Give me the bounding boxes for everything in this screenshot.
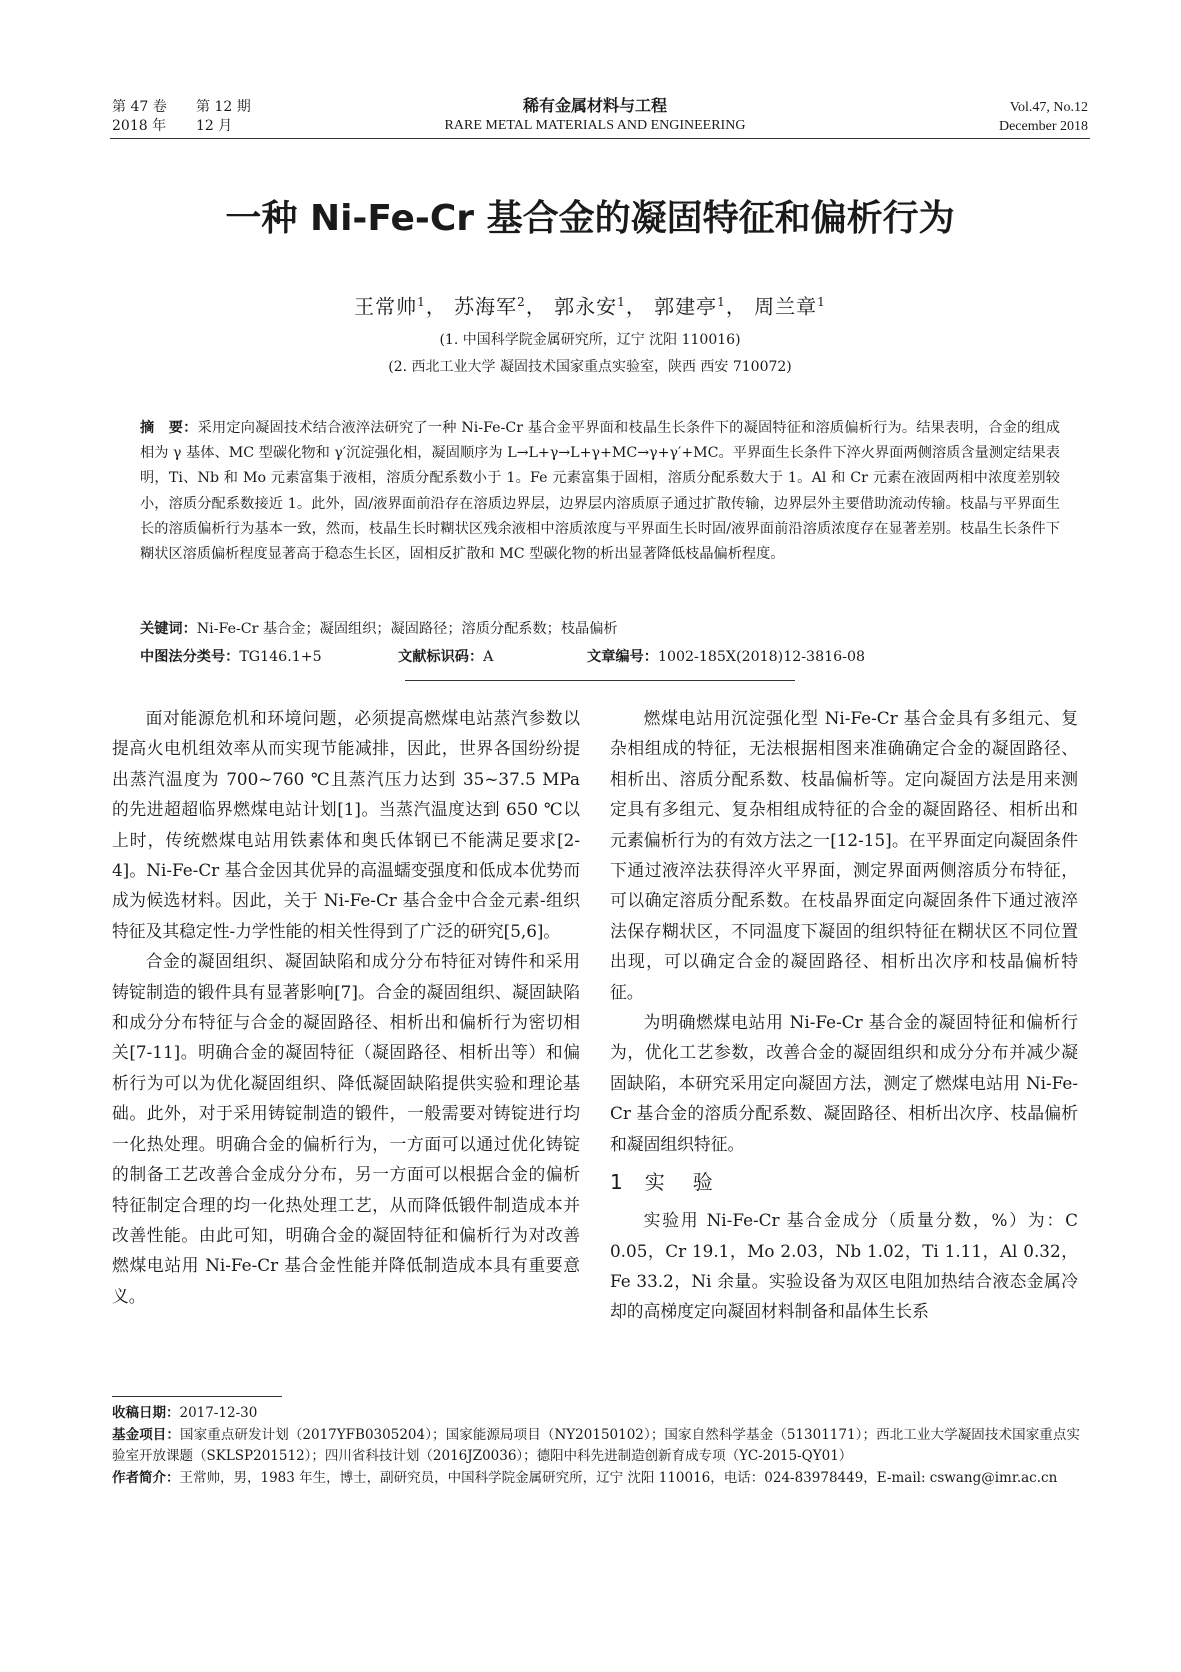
body-paragraph: 面对能源危机和环境问题，必须提高燃煤电站蒸汽参数以提高火电机组效率从而实现节能减排，因此，世界各国纷纷提出蒸汽温度为 700~760 ℃且蒸汽压力达到 35~37.5 MPa 的先进超超临界燃煤电站计划[1]。当蒸汽温度达到 650 ℃以上时，传统燃煤电站用铁素体和奥氏体钢已不能满足要求[2-4]。Ni-Fe-Cr 基合金因其优异的高温蠕变强度和低成本优势而成为候选材料。因此，关于 Ni-Fe-Cr 基合金中合金元素-组织特征及其稳定性-力学性能的相关性得到了广泛的研究[5,6]。 xyxy=(112,708,580,941)
section-title: 实 验 xyxy=(644,1170,717,1195)
keywords xyxy=(140,618,1060,640)
body-paragraph: 燃煤电站用沉淀强化型 Ni-Fe-Cr 基合金具有多组元、复杂相组成的特征，无法根据相图来准确确定合金的凝固路径、相析出、溶质分配系数、枝晶偏析等。定向凝固方法是用来测定具有多组元、复杂相组成特征的合金的凝固路径、相析出和元素偏析行为的有效方法之一[12-15]。在平界面定向凝固条件下通过液淬法获得淬火平界面，测定界面两侧溶质分布特征，可以确定溶质分配系数。在枝晶界面定向凝固条件下通过液淬法保存糊状区，不同温度下凝固的组织特征在糊状区不同位置出现，可以确定合金的凝固路径、相析出次序和枝晶偏析特征。 xyxy=(610,708,1078,1002)
fund-text: 国家重点研发计划（2017YFB0305204）；国家能源局项目（NY20150102）；国家自然科学基金（51301171）；西北工业大学凝固技术国家重点实验室开放课题（SKLSP201512）；四川省科技计划（2016JZ0036）；德阳中科先进制造创新育成专项（YC-2015-QY01） xyxy=(112,1426,1081,1464)
author-list: 王常帅$^1$， 苏海军$^2$， 郭永安$^1$， 郭建亭$^1$， 周兰章$^1$ xyxy=(354,294,826,319)
body-paragraph: 实验用 Ni-Fe-Cr 基合金成分（质量分数，%）为：C 0.05，Cr 19.1，Mo 2.03，Nb 1.02，Ti 1.11，Al 0.32，Fe 33.2，Ni 余量。实验设备为双区电阻加热结合液态金属冷却的高梯度定向凝固材料制备和晶体生长系 xyxy=(610,1210,1078,1322)
article-number xyxy=(587,646,865,668)
fund-label: 基金项目： xyxy=(112,1426,181,1443)
document-code-label: 文献标识码： xyxy=(398,649,484,665)
body-paragraph: 为明确燃煤电站用 Ni-Fe-Cr 基合金的凝固特征和偏析行为，优化工艺参数，改善合金的凝固组织和成分分布并减少凝固缺陷，本研究采用定向凝固方法，测定了燃煤电站用 Ni-Fe-Cr 基合金的溶质分配系数、凝固路径、相析出次序、枝晶偏析和凝固组织特征。 xyxy=(610,1012,1078,1154)
clc-label: 中图法分类号： xyxy=(140,649,240,665)
header-rule xyxy=(110,138,1090,139)
affiliation-2: (2. 西北工业大学 凝固技术国家重点实验室，陕西 西安 710072) xyxy=(388,359,792,375)
received-label: 收稿日期： xyxy=(112,1405,180,1421)
clc-number xyxy=(140,646,322,668)
author-name: 周兰章 xyxy=(754,294,818,319)
received-date: 2017-12-30 xyxy=(179,1405,258,1421)
affiliation-1: (1. 中国科学院金属研究所，辽宁 沈阳 110016) xyxy=(439,332,741,348)
footnote-rule xyxy=(112,1396,282,1397)
abstract-divider xyxy=(405,680,795,681)
abstract-label: 摘 要： xyxy=(140,420,198,436)
body-column-left xyxy=(112,703,580,1311)
journal-name xyxy=(380,96,810,135)
author-bio-text: 王常帅，男，1983 年生，博士，副研究员，中国科学院金属研究所，辽宁 沈阳 110016，电话：024-83978449，E-mail: cswang@imr.ac.cn xyxy=(179,1469,1058,1486)
journal-name-cn: 稀有金属材料与工程 xyxy=(522,96,667,115)
date-en: December 2018 xyxy=(998,119,1088,134)
footnotes xyxy=(112,1403,1080,1489)
article-number-value: 1002-185X(2018)12-3816-08 xyxy=(657,649,866,665)
year-cn: 2018 年 xyxy=(112,118,167,134)
abstract xyxy=(140,416,1060,567)
author-name: 郭建亭 xyxy=(654,294,718,319)
volume-en: Vol.47, No.12 xyxy=(1009,100,1088,115)
volume-cn: 第 47 卷 xyxy=(112,99,167,115)
body-column-right xyxy=(610,703,1078,1327)
article-number-label: 文章编号： xyxy=(587,649,658,665)
author-name: 王常帅 xyxy=(354,294,418,319)
author-affiliation-mark: 1 xyxy=(717,295,726,309)
running-header-left xyxy=(112,98,282,136)
body-paragraph: 合金的凝固组织、凝固缺陷和成分分布特征对铸件和采用铸锭制造的锻件具有显著影响[7]。合金的凝固组织、凝固缺陷和成分分布特征与合金的凝固路径、相析出和偏析行为密切相关[7-11]。明确合金的凝固特征（凝固路径、相析出等）和偏析行为可以为优化凝固组织、降低凝固缺陷提供实验和理论基础。此外，对于采用铸锭制造的锻件，一般需要对铸锭进行均一化热处理。明确合金的偏析行为，一方面可以通过优化铸锭的制备工艺改善合金成分分布，另一方面可以根据合金的偏析特征制定合理的均一化热处理工艺，从而降低锻件制造成本并改善性能。由此可知，明确合金的凝固特征和偏析行为对改善燃煤电站用 Ni-Fe-Cr 基合金性能并降低制造成本具有重要意义。 xyxy=(112,951,580,1306)
journal-name-en: RARE METAL MATERIALS AND ENGINEERING xyxy=(444,118,746,133)
author-affiliation-mark: 1 xyxy=(617,295,626,309)
author-bio-label: 作者简介： xyxy=(112,1469,180,1486)
section-number: 1 xyxy=(610,1170,627,1195)
document-code-value: A xyxy=(483,649,494,665)
keywords-label: 关键词： xyxy=(140,621,197,637)
month-cn: 12 月 xyxy=(196,118,233,134)
abstract-text: 采用定向凝固技术结合液淬法研究了一种 Ni-Fe-Cr 基合金平界面和枝晶生长条件下的凝固特征和溶质偏析行为。结果表明，合金的组成相为 γ 基体、MC 型碳化物和 γ′沉淀强化相，凝固顺序为 L→L+γ→L+γ+MC→γ+γ′+MC。平界面生长条件下淬火界面两侧溶质含量测定结果表明，Ti、Nb 和 Mo 元素富集于液相，溶质分配系数小于 1。Fe 元素富集于固相，溶质分配系数大于 1。Al 和 Cr 元素在液固两相中浓度差别较小，溶质分配系数接近 1。此外，固/液界面前沿存在溶质边界层，边界层内溶质原子通过扩散传输，边界层外主要借助流动传输。枝晶与平界面生长的溶质偏析行为基本一致，然而，枝晶生长时糊状区残余液相中溶质浓度与平界面生长时固/液界面前沿溶质浓度存在显著差别。枝晶生长条件下糊状区溶质偏析程度显著高于稳态生长区，固相反扩散和 MC 型碳化物的析出显著降低枝晶偏析程度。 xyxy=(140,420,1060,563)
author-affiliation-mark: 1 xyxy=(817,295,826,309)
document-code xyxy=(398,646,493,668)
keywords-text: Ni-Fe-Cr 基合金；凝固组织；凝固路径；溶质分配系数；枝晶偏析 xyxy=(196,621,618,637)
author-name: 苏海军 xyxy=(454,294,518,319)
issue-cn: 第 12 期 xyxy=(196,99,251,115)
author-name: 郭永安 xyxy=(554,294,618,319)
author-affiliation-mark: 1 xyxy=(417,295,426,309)
section-heading xyxy=(610,1167,1078,1197)
author-affiliation-mark: 2 xyxy=(517,295,526,309)
running-header-right xyxy=(880,98,1088,136)
clc-value: TG146.1+5 xyxy=(239,649,322,665)
paper-title: 一种 Ni-Fe-Cr 基合金的凝固特征和偏析行为 xyxy=(225,198,955,239)
